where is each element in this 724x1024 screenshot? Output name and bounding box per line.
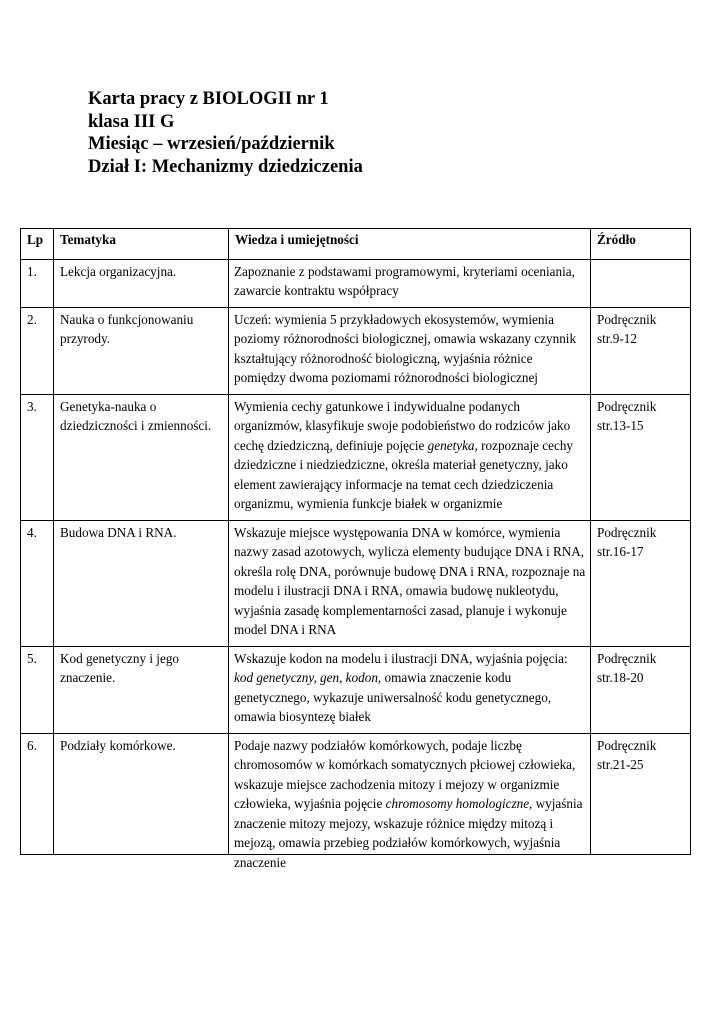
month-label: Miesiąc – wrzesień/październik — [88, 134, 335, 154]
table-row — [21, 733, 691, 854]
row-number: 4. — [21, 520, 54, 646]
table-row — [21, 646, 691, 733]
source-pages: str.13-15 — [597, 418, 644, 433]
row-knowledge: Wskazuje miejsce występowania DNA w komórce, wymienia nazwy zasad azotowych, wylicza elementy budujące DNA i RNA, określa rolę DNA, porównuje budowę DNA i RNA, rozpoznaje na modelu i ilustracji DNA i RNA, omawia budowę nukleotydu, wyjaśnia zasadę komplementarności zasad, planuje i wykonuje model DNA i RNA — [229, 520, 591, 646]
header-knowledge: Wiedza i umiejętności — [229, 229, 591, 260]
knowledge-text: omawia znaczenie kodu genetycznego, wykazuje uniwersalność kodu genetycznego, omawia biosyntezę białek — [234, 670, 552, 724]
header-source: Źródło — [591, 229, 691, 260]
source-book: Podręcznik — [597, 524, 657, 540]
row-topic: Kod genetyczny i jego znaczenie. — [54, 646, 229, 733]
knowledge-term: kod genetyczny, gen, kodon, — [234, 670, 382, 685]
worksheet-header — [88, 88, 648, 178]
row-number: 2. — [21, 307, 54, 394]
knowledge-clip — [234, 736, 586, 870]
knowledge-text: Wymienia cechy gatunkowe i indywidualne podanych organizmów, klasyfikuje swoje podobieństwo do rodziców jako cechę dziedziczną, definiuje pojęcie — [234, 398, 571, 453]
row-source — [591, 520, 691, 646]
row-number: 3. — [21, 394, 54, 520]
source-pages: str.21-25 — [597, 757, 644, 772]
row-knowledge — [229, 394, 591, 520]
class-label: klasa III G — [88, 111, 175, 132]
row-source — [591, 307, 691, 394]
row-source — [591, 394, 691, 520]
row-topic: Nauka o funkcjonowaniu przyrody. — [54, 307, 229, 394]
source-book: Podręcznik — [597, 737, 657, 753]
row-number: 1. — [21, 259, 54, 307]
knowledge-text: Wskazuje kodon na modelu i ilustracji DNA, wyjaśnia pojęcia: — [234, 650, 568, 666]
source-pages: str.16-17 — [597, 544, 644, 559]
row-topic: Budowa DNA i RNA. — [54, 520, 229, 646]
knowledge-term: genetyka, — [427, 437, 478, 453]
table-row — [21, 394, 691, 520]
row-number: 5. — [21, 646, 54, 733]
row-topic: Genetyka-nauka o dziedziczności i zmienności. — [54, 394, 229, 520]
source-pages: str.9-12 — [597, 331, 637, 346]
section-label: Dział I: Mechanizmy dziedziczenia — [88, 156, 363, 177]
source-book: Podręcznik — [597, 311, 657, 327]
row-topic: Lekcja organizacyjna. — [54, 259, 229, 307]
header-topic: Tematyka — [54, 229, 229, 260]
table-row — [21, 307, 691, 394]
row-knowledge — [229, 646, 591, 733]
knowledge-text: Podaje nazwy podziałów komórkowych, podaje liczbę chromosomów w komórkach somatycznych płciowej człowieka, wskazuje miejsce zachodzenia mitozy i mejozy w organizmie człowieka, wyjaśnia pojęcie — [234, 737, 576, 811]
knowledge-term: chromosomy homologiczne — [385, 796, 530, 811]
row-source — [591, 646, 691, 733]
row-knowledge: Uczeń: wymienia 5 przykładowych ekosystemów, wymienia poziomy różnorodności biologicznej, omawia wskazany czynnik kształtujący różnorodność biologiczną, wyjaśnia różnice pomiędzy dwoma poziomami różnorodności biologicznej — [229, 307, 591, 394]
row-topic: Podziały komórkowe. — [54, 733, 229, 854]
row-source — [591, 733, 691, 854]
source-book: Podręcznik — [597, 650, 657, 666]
row-source — [591, 259, 691, 307]
source-book: Podręcznik — [597, 398, 657, 414]
worksheet-title: Karta pracy z BIOLOGII nr 1 — [88, 89, 329, 109]
row-knowledge: Zapoznanie z podstawami programowymi, kryteriami oceniania, zawarcie kontraktu współpracy — [229, 259, 591, 307]
lesson-plan-table — [20, 228, 691, 870]
table-row — [21, 259, 691, 307]
source-pages: str.18-20 — [597, 670, 644, 685]
header-lp: Lp — [21, 229, 54, 260]
row-number: 6. — [21, 733, 54, 854]
knowledge-text: rozpoznaje cechy dziedziczne i niedziedziczne, określa materiał genetyczny, jako element zawierający informacje na temat cech dziedziczenia organizmu, wymienia funkcje białek w organizmie — [234, 437, 574, 511]
table-row — [21, 520, 691, 646]
row-knowledge — [229, 733, 591, 870]
knowledge-text: , wyjaśnia znaczenie mitozy mejozy, wskazuje różnice między mitozą i mejozą, omawia przebieg podziałów komórkowych, wyjaśnia znaczenie — [234, 796, 583, 870]
table-header-row — [21, 229, 691, 260]
